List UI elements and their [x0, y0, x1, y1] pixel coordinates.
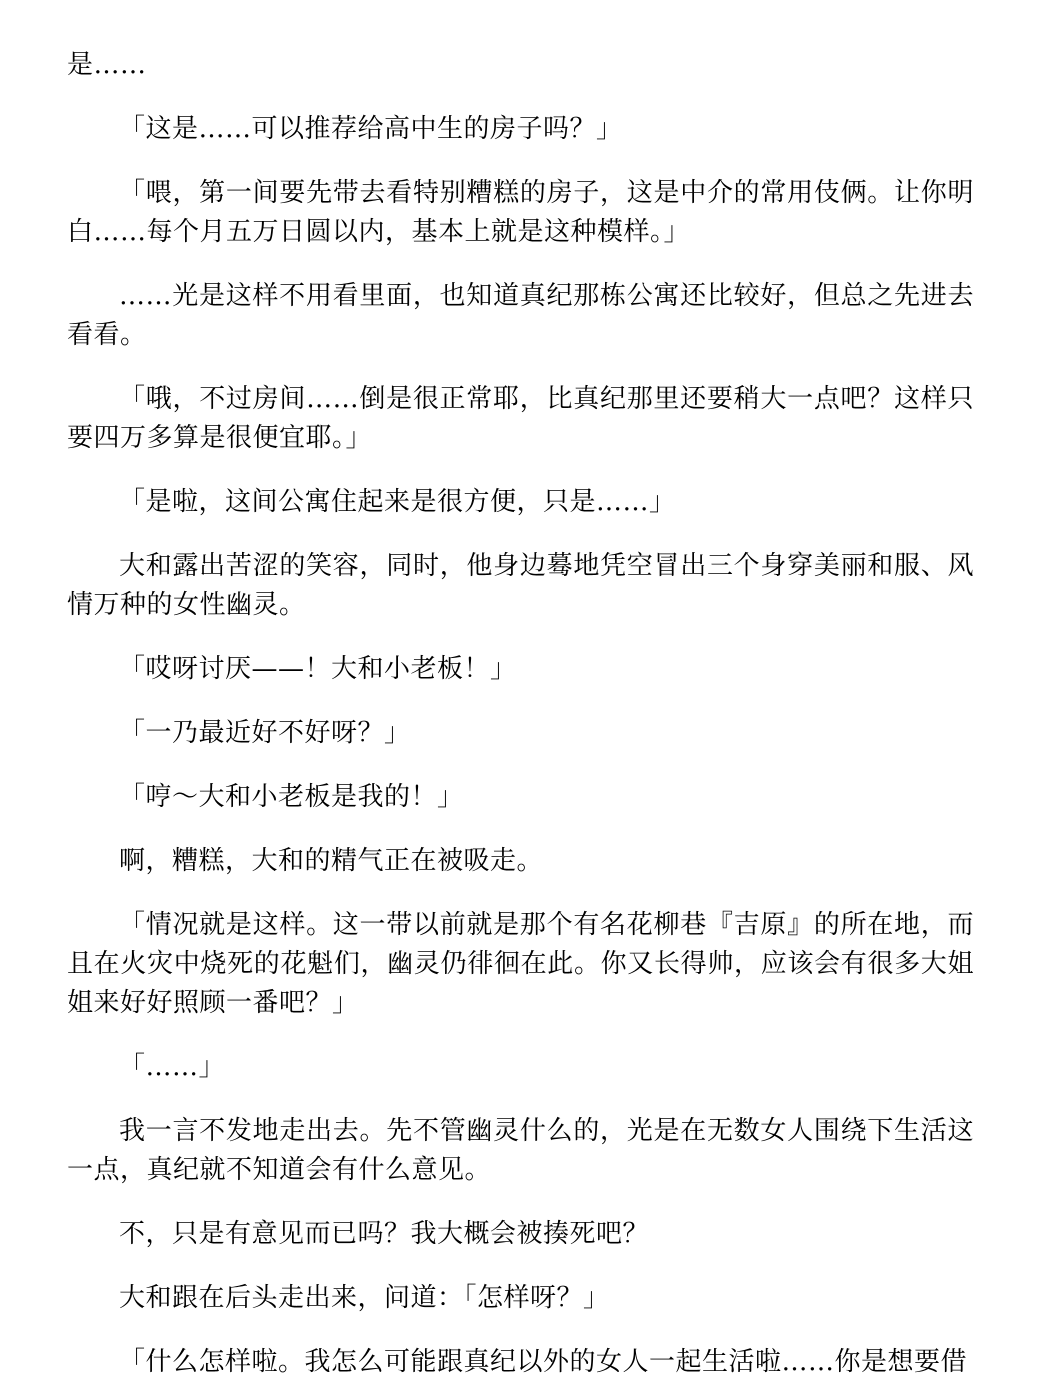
paragraph-13: 「……」 [119, 1052, 226, 1082]
paragraph-8: 「哎呀讨厌——！大和小老板！」 [119, 654, 517, 684]
paragraph-12: 「情况就是这样。这一带以前就是那个有名花柳巷『吉原』的所在地，而且在火灾中烧死的花魁们，幽灵仍徘徊在此。你又长得帅，应该会有很多大姐姐来好好照顾一番吧？」 [67, 910, 974, 1018]
paragraph-3: 「喂，第一间要先带去看特别糟糕的房子，这是中介的常用伎俩。让你明白……每个月五万日圆以内，基本上就是这种模样。」 [67, 178, 974, 247]
paragraph-11: 啊，糟糕，大和的精气正在被吸走。 [119, 846, 544, 876]
paragraph-10: 「哼～大和小老板是我的！」 [119, 782, 464, 812]
paragraph-2: 「这是……可以推荐给高中生的房子吗？」 [119, 114, 623, 144]
paragraph-5: 「哦，不过房间……倒是很正常耶，比真纪那里还要稍大一点吧？这样只要四万多算是很便宜耶。」 [67, 384, 974, 453]
paragraph-7: 大和露出苦涩的笑容，同时，他身边蓦地凭空冒出三个身穿美丽和服、风情万种的女性幽灵。 [67, 551, 974, 620]
paragraph-4: ……光是这样不用看里面，也知道真纪那栋公寓还比较好，但总之先进去看看。 [67, 281, 974, 350]
paragraph-15: 不，只是有意见而已吗？我大概会被揍死吧？ [119, 1219, 650, 1249]
paragraph-6: 「是啦，这间公寓住起来是很方便，只是……」 [119, 487, 676, 517]
paragraph-17: 「什么怎样啦。我怎么可能跟真纪以外的女人一起生活啦……你是想要借 [119, 1347, 968, 1377]
paragraph-1: 是…… [67, 50, 147, 80]
paragraph-16: 大和跟在后头走出来，问道：「怎样呀？」 [119, 1283, 610, 1313]
paragraph-14: 我一言不发地走出去。先不管幽灵什么的，光是在无数女人围绕下生活这一点，真纪就不知道会有什么意见。 [67, 1116, 974, 1185]
paragraph-9: 「一乃最近好不好呀？」 [119, 718, 411, 748]
